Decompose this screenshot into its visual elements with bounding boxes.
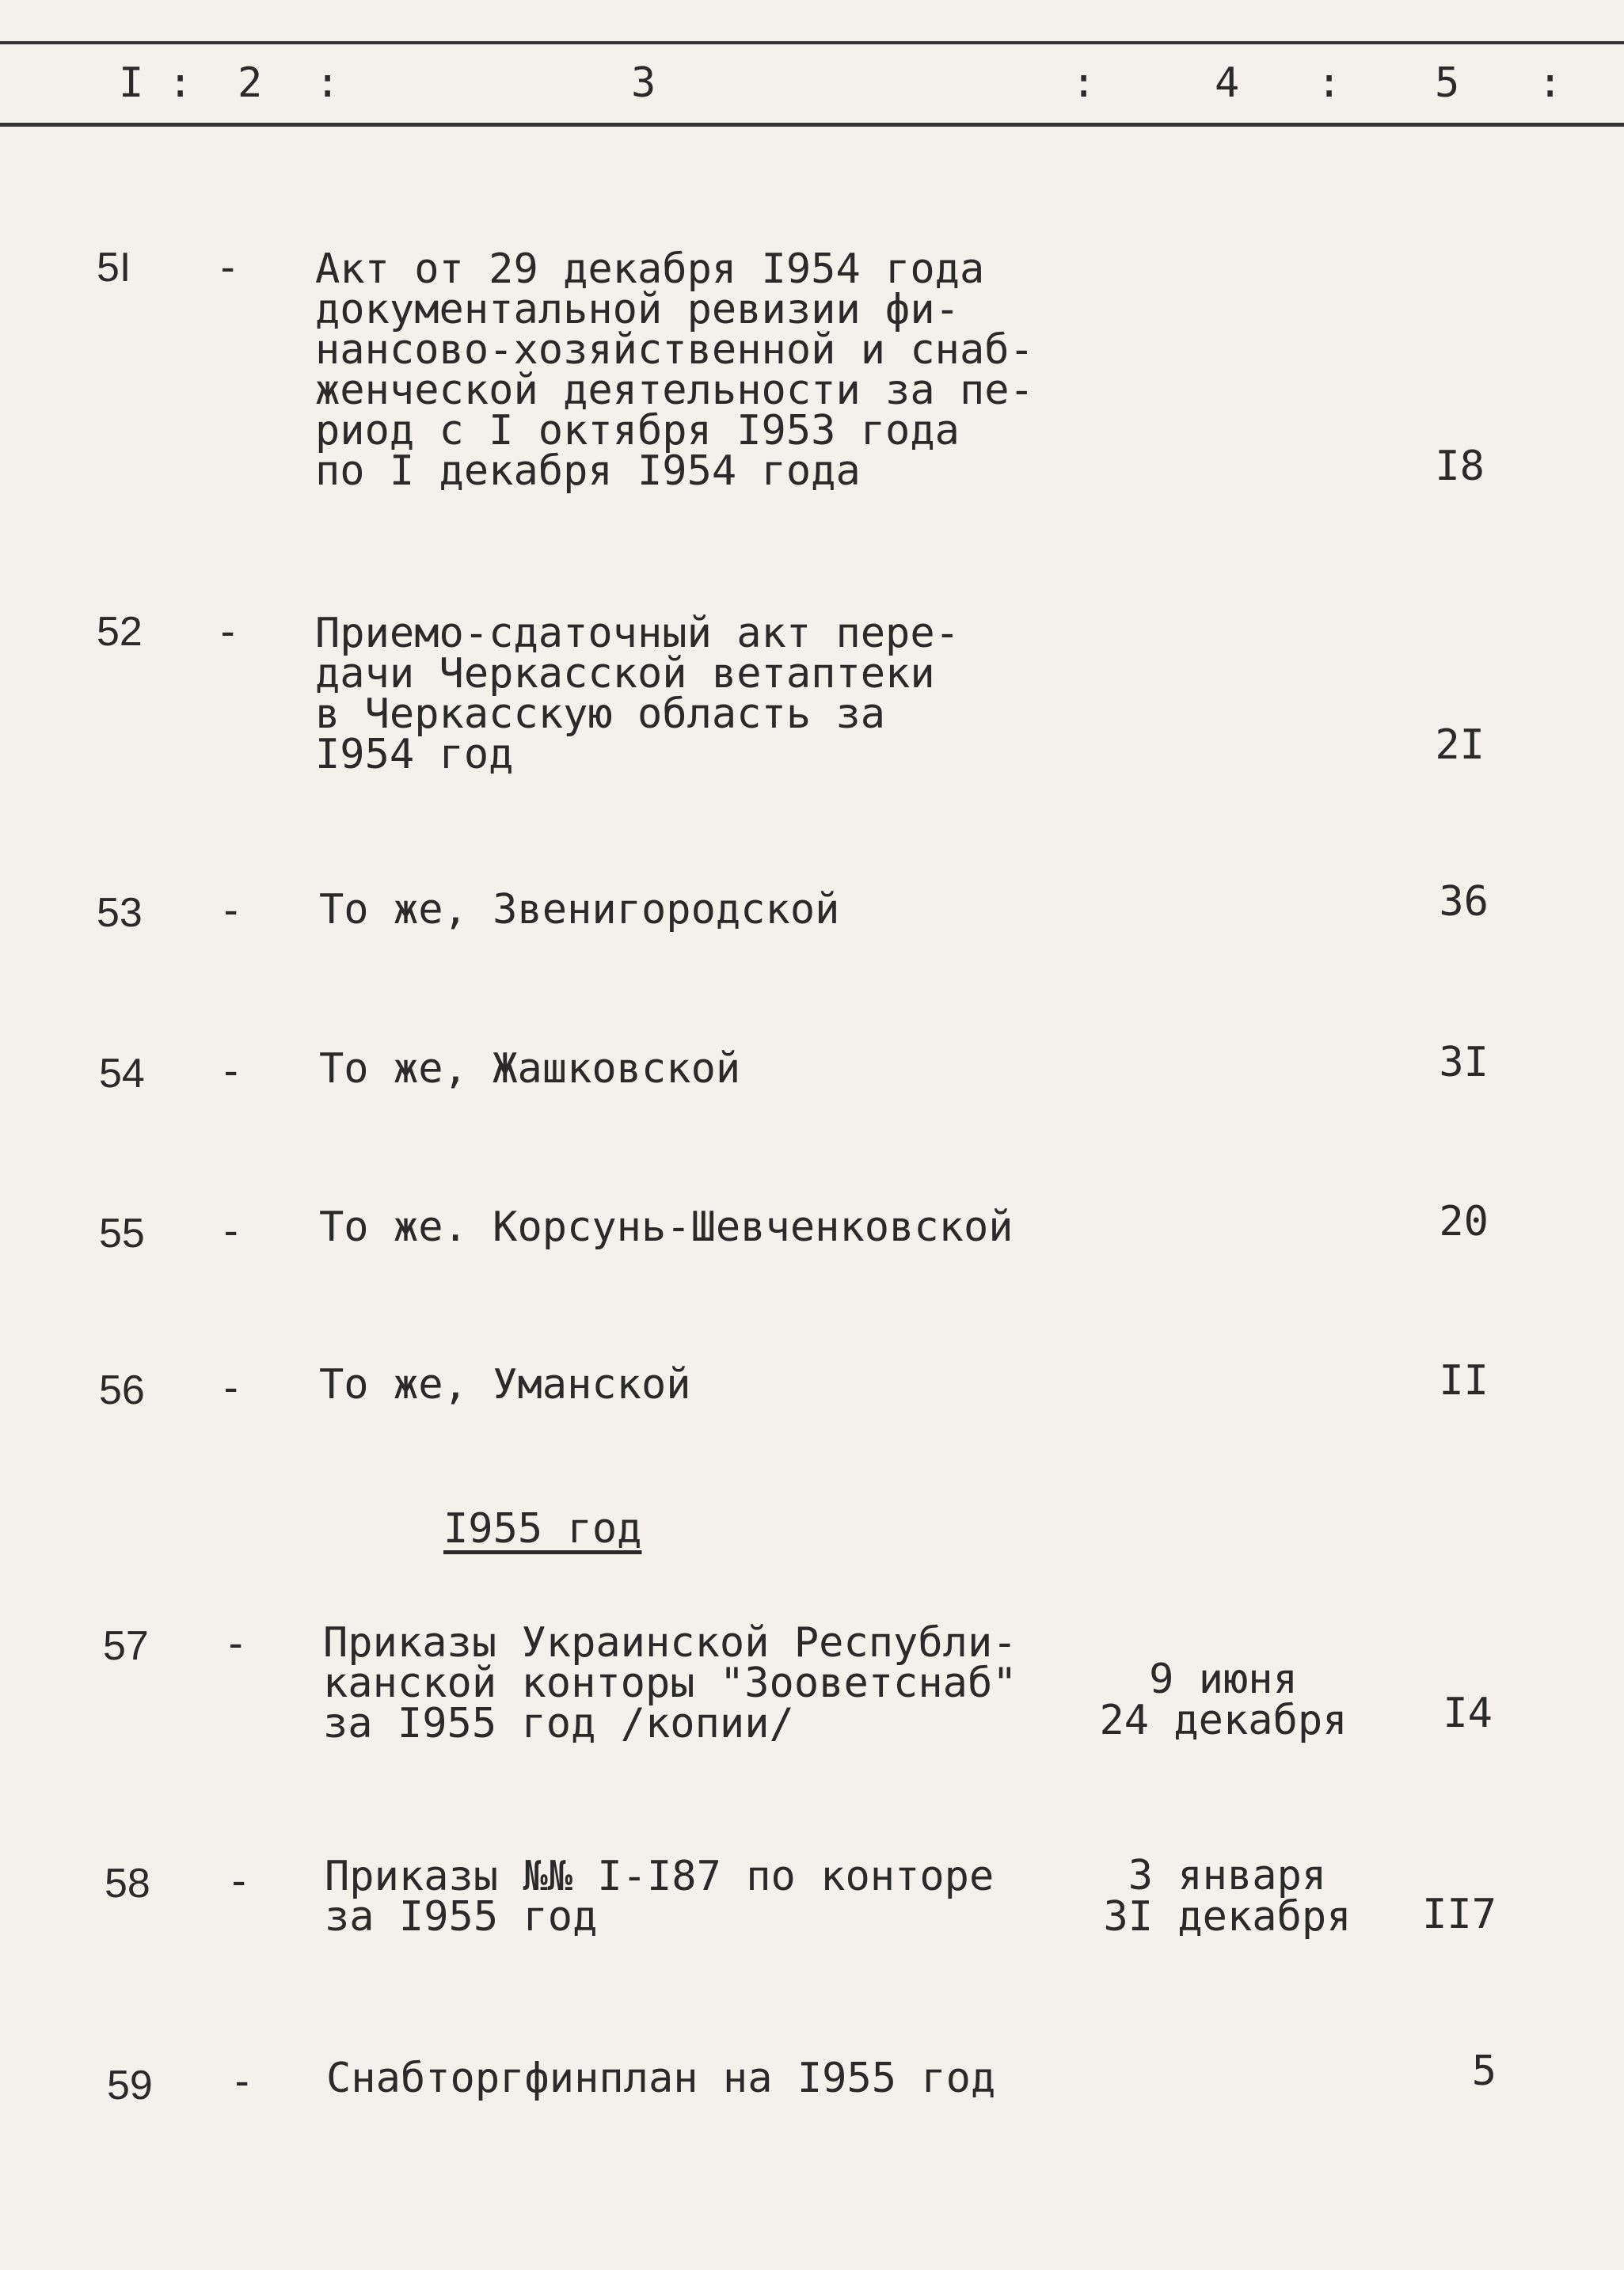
entry-number: 57 (103, 1623, 149, 1669)
entry-sheet-count: I8 (1435, 443, 1485, 490)
header-top-rule (0, 41, 1624, 44)
section-year-heading: I955 год (443, 1505, 642, 1553)
entry-dates: 3 января 3I декабря (1103, 1852, 1352, 1941)
entry-title: То же, Звенигородской (319, 886, 840, 933)
col-header-sep: : (168, 59, 193, 107)
entry-title: То же. Корсунь-Шевченковской (319, 1203, 1014, 1251)
entry-dash: - (219, 1364, 244, 1412)
entry-dash: - (219, 1048, 244, 1095)
col-header-sep: : (1317, 59, 1342, 107)
col-header-3: 3 (631, 59, 656, 107)
entry-dash: - (223, 1620, 249, 1667)
entry-sheet-count: 20 (1439, 1198, 1489, 1245)
entry-title: Акт от 29 декабря I954 года документальной ревизии фи- нансово-хозяйственной и снаб- женческой деятельности за пе- риод с I октября I953 года по I декабря I954 года (315, 245, 1034, 495)
entry-number: 59 (107, 2063, 153, 2108)
entry-sheet-count: 3I (1439, 1039, 1489, 1086)
entry-title: То же, Уманской (319, 1361, 691, 1409)
entry-sheet-count: II7 (1422, 1891, 1497, 1938)
entry-number: 52 (97, 609, 143, 655)
entry-number: 53 (97, 890, 143, 936)
entry-number: 54 (99, 1051, 145, 1097)
col-header-1: I (119, 59, 144, 107)
entry-sheet-count: I4 (1443, 1690, 1493, 1737)
col-header-sep: : (1538, 59, 1563, 107)
entry-sheet-count: 36 (1439, 878, 1489, 926)
entry-number: 56 (99, 1367, 145, 1413)
entry-dash: - (226, 1857, 252, 1905)
col-header-4: 4 (1215, 59, 1240, 107)
entry-number: 55 (99, 1211, 145, 1257)
col-header-2: 2 (238, 59, 263, 107)
entry-dates: 9 июня 24 декабря (1099, 1656, 1348, 1744)
entry-number: 58 (105, 1861, 150, 1907)
entry-dash: - (219, 887, 244, 934)
entry-title: Снабторгфинплан на I955 год (326, 2055, 996, 2102)
entry-dash: - (215, 608, 241, 656)
col-header-sep: : (1071, 59, 1097, 107)
col-header-5: 5 (1435, 59, 1460, 107)
entry-title: То же, Жашковской (319, 1045, 741, 1093)
entry-dash: - (230, 2058, 255, 2105)
entry-dash: - (219, 1207, 244, 1255)
entry-title: Приказы №№ I-I87 по конторе за I955 год (325, 1853, 995, 1941)
entry-sheet-count: II (1439, 1357, 1489, 1405)
entry-dash: - (215, 244, 241, 291)
entry-sheet-count: 2I (1435, 721, 1485, 769)
entry-title: Приемо-сдаточный акт пере- дачи Черкасской ветаптеки в Черкасскую область за I954 год (315, 610, 960, 778)
entry-title: Приказы Украинской Республи- канской конторы "Зооветснаб" за I955 год /копии/ (323, 1619, 1017, 1747)
col-header-sep: : (315, 59, 340, 107)
entry-number: 5I (97, 245, 131, 291)
entry-sheet-count: 5 (1471, 2048, 1497, 2095)
header-bottom-rule (0, 123, 1624, 127)
